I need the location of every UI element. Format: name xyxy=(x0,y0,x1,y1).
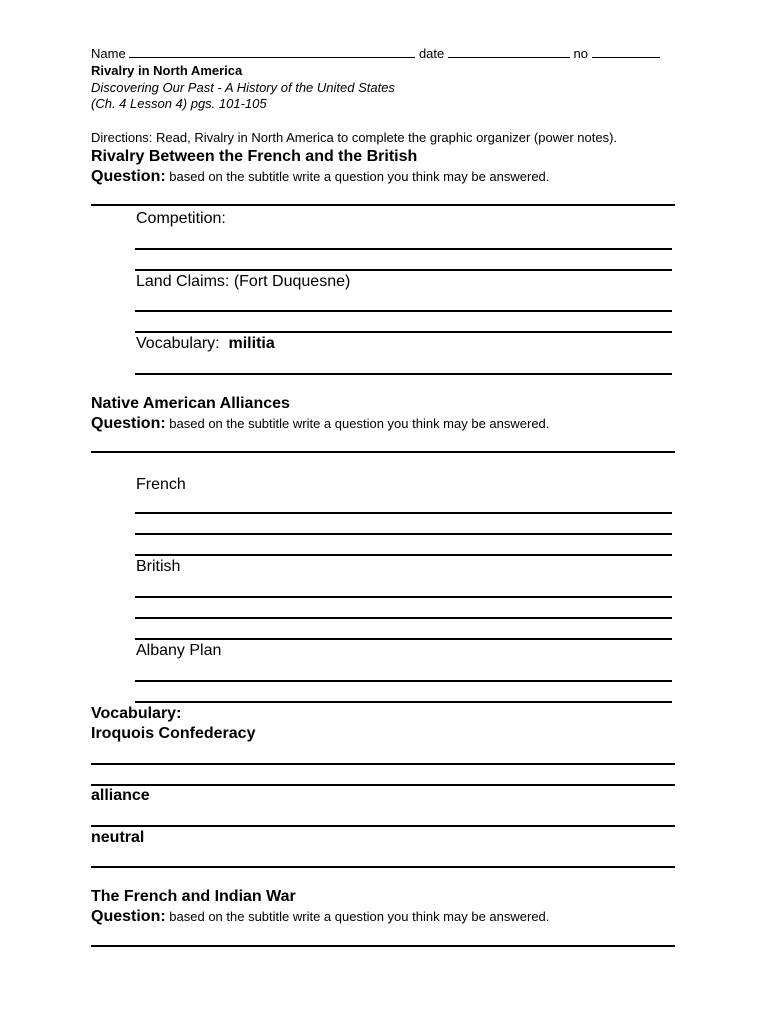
section2-heading: Native American Alliances xyxy=(91,395,290,412)
answer-line[interactable] xyxy=(135,617,672,619)
vocabulary-label: Vocabulary: xyxy=(91,705,182,722)
date-blank[interactable] xyxy=(448,46,570,58)
answer-line[interactable] xyxy=(135,701,672,703)
vocab-neutral: neutral xyxy=(91,829,145,846)
section3-question xyxy=(91,908,549,926)
vocab-label: Vocabulary: xyxy=(136,335,220,352)
name-blank[interactable] xyxy=(129,46,415,58)
question-text: based on the subtitle write a question you think may be answered. xyxy=(165,169,550,184)
land-claims-label: Land Claims: (Fort Duquesne) xyxy=(136,273,351,290)
answer-line[interactable] xyxy=(91,763,675,765)
answer-line[interactable] xyxy=(91,784,675,786)
french-label: French xyxy=(136,476,186,493)
answer-line[interactable] xyxy=(135,533,672,535)
question-label: Question: xyxy=(91,415,166,432)
book-title: Discovering Our Past - A History of the United States xyxy=(91,80,395,95)
answer-line[interactable] xyxy=(135,248,672,250)
answer-line[interactable] xyxy=(91,451,675,453)
no-blank[interactable] xyxy=(592,46,660,58)
directions: Directions: Read, Rivalry in North America to complete the graphic organizer (power notes). xyxy=(91,130,618,145)
answer-line[interactable] xyxy=(135,554,672,556)
worksheet-title: Rivalry in North America xyxy=(91,63,243,78)
answer-line[interactable] xyxy=(135,269,672,271)
section2-question xyxy=(91,415,549,433)
british-label: British xyxy=(136,558,181,575)
section1-heading: Rivalry Between the French and the British xyxy=(91,148,418,165)
answer-line[interactable] xyxy=(135,373,672,375)
answer-line[interactable] xyxy=(135,680,672,682)
albany-plan-label: Albany Plan xyxy=(136,642,222,659)
name-label: Name xyxy=(91,46,126,61)
section1-question xyxy=(91,168,549,186)
question-text: based on the subtitle write a question you think may be answered. xyxy=(165,416,550,431)
answer-line[interactable] xyxy=(91,825,675,827)
question-label: Question: xyxy=(91,908,166,925)
answer-line[interactable] xyxy=(135,638,672,640)
answer-line[interactable] xyxy=(135,512,672,514)
competition-label: Competition: xyxy=(136,210,226,227)
vocab-word: militia xyxy=(228,335,275,352)
name-line xyxy=(91,46,660,61)
date-label: date xyxy=(418,46,445,61)
answer-line[interactable] xyxy=(91,204,675,206)
answer-line[interactable] xyxy=(135,331,672,333)
section3-heading: The French and Indian War xyxy=(91,888,296,905)
vocab-alliance: alliance xyxy=(91,787,150,804)
vocab-militia xyxy=(136,335,275,353)
answer-line[interactable] xyxy=(91,945,675,947)
question-label: Question: xyxy=(91,168,166,185)
no-label: no xyxy=(573,46,588,61)
vocab-iroquois: Iroquois Confederacy xyxy=(91,725,256,742)
page-reference: (Ch. 4 Lesson 4) pgs. 101-105 xyxy=(91,96,267,111)
answer-line[interactable] xyxy=(135,310,672,312)
question-text: based on the subtitle write a question you think may be answered. xyxy=(165,909,550,924)
answer-line[interactable] xyxy=(135,596,672,598)
answer-line[interactable] xyxy=(91,866,675,868)
